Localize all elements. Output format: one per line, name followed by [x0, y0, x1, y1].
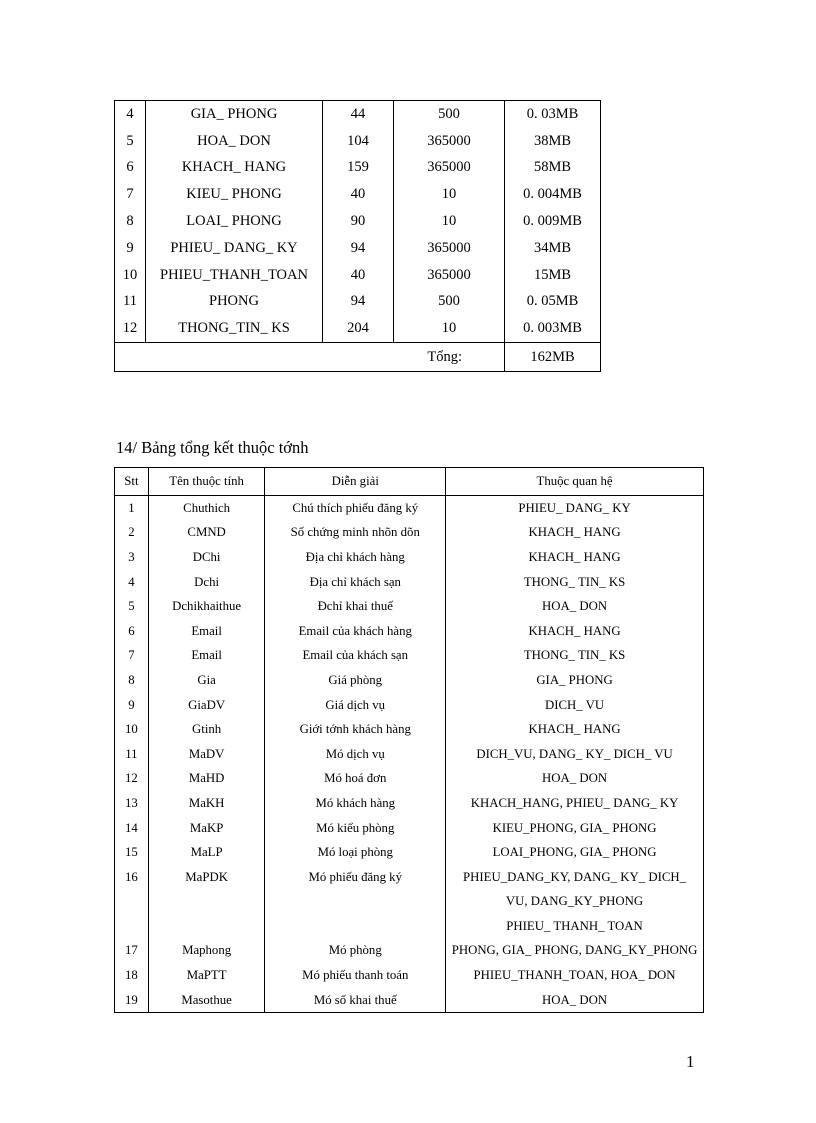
- cell-table-name: PHIEU_THANH_TOAN: [146, 262, 323, 289]
- cell-record-count: 500: [394, 101, 505, 128]
- cell-stt: 1: [115, 496, 149, 521]
- cell-attribute-name: Gtinh: [148, 717, 265, 742]
- cell-size: 58MB: [505, 155, 601, 182]
- cell-record-count: 365000: [394, 155, 505, 182]
- cell-relation: PHIEU_ THANH_ TOAN: [446, 914, 704, 939]
- cell-description: Giới tớnh khách hàng: [265, 717, 446, 742]
- cell-description: Mó dịch vụ: [265, 742, 446, 767]
- cell-relation: HOA_ DON: [446, 988, 704, 1013]
- cell-attribute-count: 40: [323, 181, 394, 208]
- cell-description: Đchỉ khai thuế: [265, 594, 446, 619]
- cell-attribute-name: Masothue: [148, 988, 265, 1013]
- table-row: [115, 496, 704, 521]
- table-row: [115, 668, 704, 693]
- table-row: [115, 155, 601, 182]
- cell-stt: 3: [115, 545, 149, 570]
- cell-stt: 9: [115, 693, 149, 718]
- cell-size: 0. 004MB: [505, 181, 601, 208]
- cell-size: 0. 003MB: [505, 315, 601, 342]
- table-row: [115, 742, 704, 767]
- cell-relation: KHACH_ HANG: [446, 521, 704, 546]
- table-row: [115, 988, 704, 1013]
- cell-relation: GIA_ PHONG: [446, 668, 704, 693]
- cell-relation: VU, DANG_KY_PHONG: [446, 890, 704, 915]
- cell-relation: THONG_ TIN_ KS: [446, 644, 704, 669]
- table-row: [115, 594, 704, 619]
- table-row: [115, 262, 601, 289]
- table-row: [115, 890, 704, 915]
- cell-stt: 8: [115, 208, 146, 235]
- cell-stt: 19: [115, 988, 149, 1013]
- cell-stt: 8: [115, 668, 149, 693]
- section-heading: 14/ Bảng tổng kết thuộc tớnh: [116, 438, 309, 457]
- cell-relation: PHIEU_ DANG_ KY: [446, 496, 704, 521]
- column-header-description: Diễn giải: [265, 468, 446, 496]
- cell-relation: KHACH_HANG, PHIEU_ DANG_ KY: [446, 791, 704, 816]
- cell-description: [265, 914, 446, 939]
- cell-description: Mó phòng: [265, 939, 446, 964]
- cell-relation: PHIEU_DANG_KY, DANG_ KY_ DICH_: [446, 865, 704, 890]
- cell-attribute-count: 40: [323, 262, 394, 289]
- cell-stt: 11: [115, 289, 146, 316]
- cell-relation: LOAI_PHONG, GIA_ PHONG: [446, 840, 704, 865]
- cell-relation: KIEU_PHONG, GIA_ PHONG: [446, 816, 704, 841]
- cell-relation: HOA_ DON: [446, 594, 704, 619]
- cell-stt: 6: [115, 619, 149, 644]
- total-label: Tổng:: [115, 343, 505, 372]
- cell-relation: KHACH_ HANG: [446, 545, 704, 570]
- cell-attribute-name: MaPTT: [148, 963, 265, 988]
- cell-record-count: 10: [394, 315, 505, 342]
- cell-attribute-count: 94: [323, 235, 394, 262]
- cell-stt: 18: [115, 963, 149, 988]
- cell-description: Giá dịch vụ: [265, 693, 446, 718]
- cell-description: Email của khách hàng: [265, 619, 446, 644]
- cell-record-count: 365000: [394, 128, 505, 155]
- table-row: [115, 914, 704, 939]
- cell-stt: 5: [115, 594, 149, 619]
- table-row: [115, 128, 601, 155]
- cell-stt: [115, 890, 149, 915]
- cell-table-name: KHACH_ HANG: [146, 155, 323, 182]
- cell-attribute-count: 44: [323, 101, 394, 128]
- table-row: [115, 208, 601, 235]
- cell-size: 15MB: [505, 262, 601, 289]
- cell-stt: 10: [115, 717, 149, 742]
- cell-description: Giá phòng: [265, 668, 446, 693]
- cell-attribute-name: MaKH: [148, 791, 265, 816]
- cell-size: 34MB: [505, 235, 601, 262]
- cell-attribute-name: Gia: [148, 668, 265, 693]
- cell-stt: 5: [115, 128, 146, 155]
- cell-stt: 12: [115, 315, 146, 342]
- cell-table-name: HOA_ DON: [146, 128, 323, 155]
- table-row: [115, 235, 601, 262]
- cell-description: Mó kiểu phòng: [265, 816, 446, 841]
- cell-attribute-name: MaLP: [148, 840, 265, 865]
- table-row: [115, 717, 704, 742]
- cell-attribute-count: 94: [323, 289, 394, 316]
- cell-description: Mó khách hàng: [265, 791, 446, 816]
- cell-stt: 14: [115, 816, 149, 841]
- cell-attribute-count: 159: [323, 155, 394, 182]
- cell-stt: 9: [115, 235, 146, 262]
- table-row: [115, 939, 704, 964]
- table-row: [115, 181, 601, 208]
- cell-stt: 6: [115, 155, 146, 182]
- table-row: [115, 521, 704, 546]
- table-row: [115, 644, 704, 669]
- cell-size: 38MB: [505, 128, 601, 155]
- cell-relation: THONG_ TIN_ KS: [446, 570, 704, 595]
- cell-attribute-name: Maphong: [148, 939, 265, 964]
- cell-relation: KHACH_ HANG: [446, 619, 704, 644]
- cell-stt: 4: [115, 101, 146, 128]
- cell-attribute-name: Email: [148, 619, 265, 644]
- cell-attribute-count: 204: [323, 315, 394, 342]
- cell-description: Mó phiếu thanh toán: [265, 963, 446, 988]
- table-row: [115, 101, 601, 128]
- cell-description: Địa chỉ khách sạn: [265, 570, 446, 595]
- cell-attribute-name: Dchi: [148, 570, 265, 595]
- cell-attribute-name: [148, 914, 265, 939]
- cell-description: Mó phiếu đăng ký: [265, 865, 446, 890]
- cell-relation: HOA_ DON: [446, 767, 704, 792]
- cell-description: Mó loại phòng: [265, 840, 446, 865]
- cell-record-count: 10: [394, 181, 505, 208]
- cell-description: [265, 890, 446, 915]
- cell-record-count: 500: [394, 289, 505, 316]
- cell-record-count: 365000: [394, 262, 505, 289]
- cell-attribute-name: DChi: [148, 545, 265, 570]
- cell-description: Mó hoá đơn: [265, 767, 446, 792]
- column-header-attribute-name: Tên thuộc tính: [148, 468, 265, 496]
- cell-attribute-name: MaDV: [148, 742, 265, 767]
- cell-stt: 11: [115, 742, 149, 767]
- cell-table-name: THONG_TIN_ KS: [146, 315, 323, 342]
- table-row: [115, 767, 704, 792]
- table-row: [115, 840, 704, 865]
- table-row: [115, 315, 601, 342]
- cell-record-count: 365000: [394, 235, 505, 262]
- cell-stt: [115, 914, 149, 939]
- cell-relation: KHACH_ HANG: [446, 717, 704, 742]
- cell-size: 0. 009MB: [505, 208, 601, 235]
- cell-stt: 12: [115, 767, 149, 792]
- cell-attribute-count: 104: [323, 128, 394, 155]
- cell-attribute-name: Dchikhaithue: [148, 594, 265, 619]
- cell-attribute-name: MaPDK: [148, 865, 265, 890]
- cell-attribute-name: Chuthich: [148, 496, 265, 521]
- cell-stt: 16: [115, 865, 149, 890]
- cell-attribute-name: Email: [148, 644, 265, 669]
- cell-stt: 15: [115, 840, 149, 865]
- cell-stt: 17: [115, 939, 149, 964]
- table-row: [115, 865, 704, 890]
- cell-stt: 7: [115, 644, 149, 669]
- cell-stt: 4: [115, 570, 149, 595]
- cell-table-name: PHONG: [146, 289, 323, 316]
- table-row: [115, 963, 704, 988]
- cell-relation: PHONG, GIA_ PHONG, DANG_KY_PHONG: [446, 939, 704, 964]
- table-row: [115, 289, 601, 316]
- cell-stt: 2: [115, 521, 149, 546]
- cell-description: Email của khách sạn: [265, 644, 446, 669]
- cell-attribute-count: 90: [323, 208, 394, 235]
- cell-description: Địa chỉ khách hàng: [265, 545, 446, 570]
- cell-attribute-name: [148, 890, 265, 915]
- total-value: 162MB: [505, 343, 601, 372]
- cell-size: 0. 03MB: [505, 101, 601, 128]
- cell-description: Mó số khai thuế: [265, 988, 446, 1013]
- column-header-relation: Thuộc quan hệ: [446, 468, 704, 496]
- cell-stt: 10: [115, 262, 146, 289]
- cell-table-name: KIEU_ PHONG: [146, 181, 323, 208]
- cell-record-count: 10: [394, 208, 505, 235]
- cell-attribute-name: GiaDV: [148, 693, 265, 718]
- cell-stt: 7: [115, 181, 146, 208]
- attribute-summary-table: [114, 467, 704, 1013]
- cell-relation: PHIEU_THANH_TOAN, HOA_ DON: [446, 963, 704, 988]
- cell-relation: DICH_VU, DANG_ KY_ DICH_ VU: [446, 742, 704, 767]
- cell-relation: DICH_ VU: [446, 693, 704, 718]
- cell-table-name: PHIEU_ DANG_ KY: [146, 235, 323, 262]
- table-row: [115, 816, 704, 841]
- cell-table-name: GIA_ PHONG: [146, 101, 323, 128]
- table-row: [115, 545, 704, 570]
- total-row: [115, 343, 601, 372]
- table-header-row: [115, 468, 704, 496]
- cell-description: Số chứng minh nhõn dõn: [265, 521, 446, 546]
- cell-table-name: LOAI_ PHONG: [146, 208, 323, 235]
- cell-attribute-name: CMND: [148, 521, 265, 546]
- cell-attribute-name: MaKP: [148, 816, 265, 841]
- column-header-stt: Stt: [115, 468, 149, 496]
- page-number: 1: [686, 1052, 695, 1071]
- table-row: [115, 619, 704, 644]
- cell-stt: 13: [115, 791, 149, 816]
- table-row: [115, 693, 704, 718]
- cell-attribute-name: MaHD: [148, 767, 265, 792]
- cell-description: Chú thích phiếu đăng ký: [265, 496, 446, 521]
- table-row: [115, 791, 704, 816]
- table-row: [115, 570, 704, 595]
- cell-size: 0. 05MB: [505, 289, 601, 316]
- size-table: [114, 100, 601, 372]
